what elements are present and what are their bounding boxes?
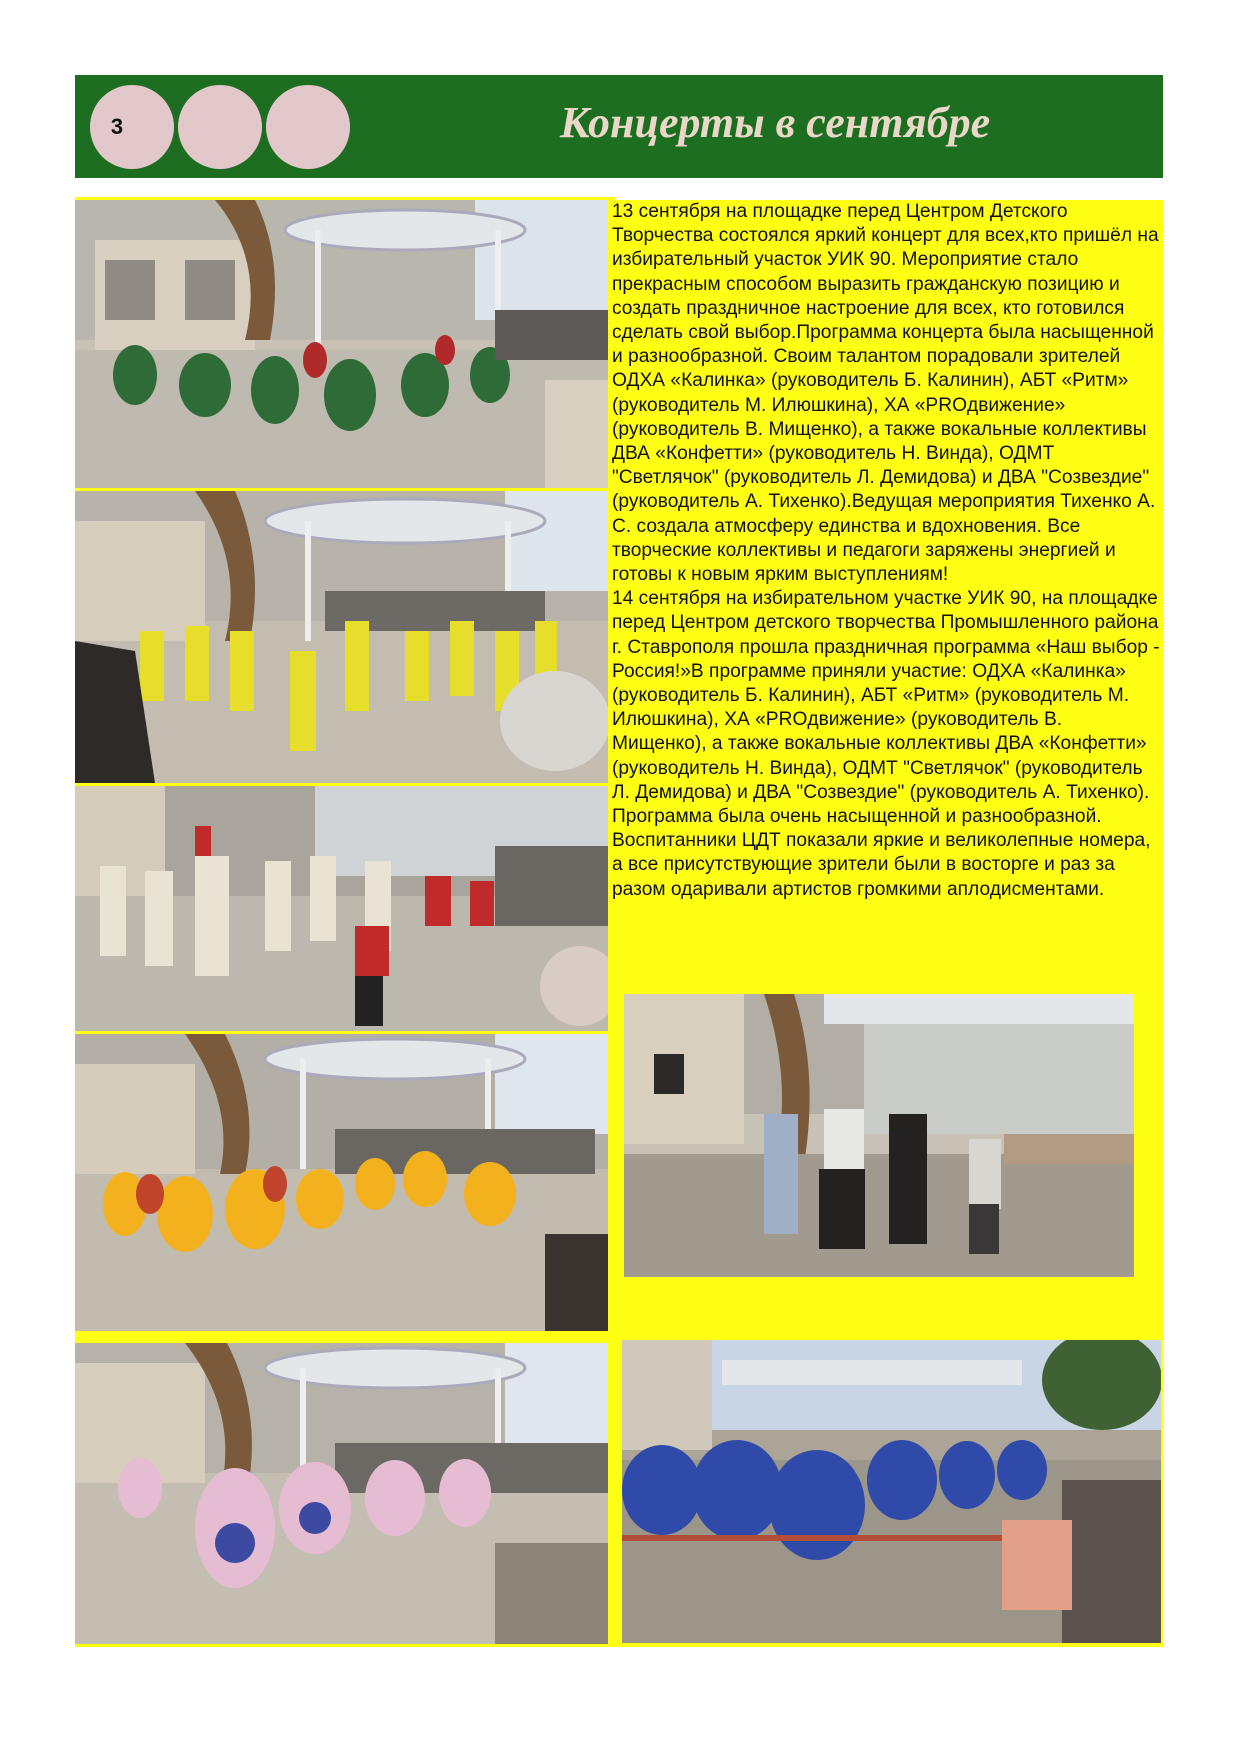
page-number: 3 [110,114,124,139]
decorative-circle [178,85,262,169]
decorative-circle [266,85,350,169]
page-title: Концерты в сентябре [559,98,991,147]
header-bar [75,75,1163,178]
concert-photo-3 [75,786,608,1031]
article-text [612,200,1160,902]
concert-photo-7 [622,1340,1161,1643]
concert-photo-1 [75,200,608,488]
article-paragraph-1: 13 сентября на площадке перед Центром Детского Творчества состоялся яркий концерт для всех,кто пришёл на избирательный участок УИК 90. Мероприятие стало прекрасным способом выразить гражданскую позицию и создать праздничное настроение для всех, кто готовился сделать свой выбор.Программа концерта была насыщенной и разнообразной. Своим талантом порадовали зрителей ОДХА «Калинка» (руководитель Б. Калинин), АБТ «Ритм» (руководитель М. Илюшкина), ХА «PROдвижение» (руководитель В. Мищенко), а также вокальные коллективы ДВА «Конфетти» (руководитель Н. Винда), ОДМТ "Светлячок" (руководитель Л. Демидова) и ДВА "Созвездие" (руководитель А. Тихенко).Ведущая мероприятия Тихенко А. С. создала атмосферу единства и вдохновения. Все творческие коллективы и педагоги заряжены энергией и готовы к новым ярким выступлениям! [612,201,1159,586]
concert-photo-4 [75,1034,608,1331]
concert-photo-2 [75,491,608,783]
concert-photo-6 [75,1343,608,1644]
concert-photo-5 [624,994,1134,1277]
article-paragraph-2: 14 сентября на избирательном участке УИК 90, на площадке перед Центром детского творчества Промышленного района г. Ставрополя прошла праздничная программа «Наш выбор - Россия!»В программе приняли участие: ОДХА «Калинка» (руководитель Б. Калинин), АБТ «Ритм» (руководитель М. Илюшкина), ХА «PROдвижение» (руководитель В. Мищенко), а также вокальные коллективы ДВА «Конфетти» (руководитель Н. Винда), ОДМТ "Светлячок" (руководитель Л. Демидова) и ДВА "Созвездие" (руководитель А. Тихенко). Программа была очень насыщенной и разнообразной. Воспитанники ЦДТ показали яркие и великолепные номера, а все присутствующие зрители были в восторге и раз за разом одаривали артистов громкими аплодисментами. [612,588,1160,900]
